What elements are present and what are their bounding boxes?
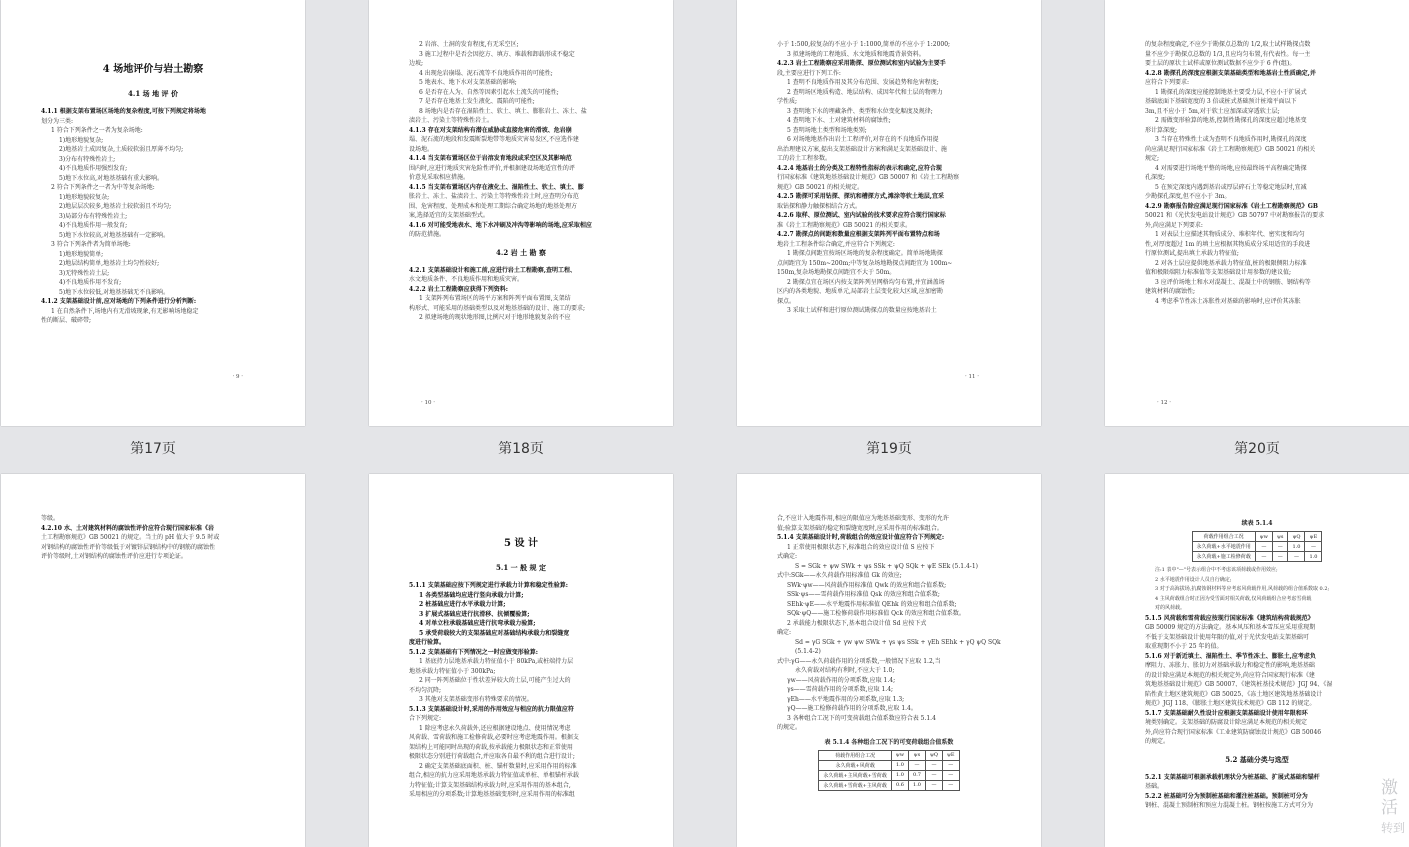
text-line: 1 符合下列条件之一者为复杂场地:: [51, 127, 143, 134]
text-line: γQ——施工检修荷载作用的分项系数,应取 1.4。: [787, 705, 917, 712]
text-line: 1 勘探点间距宜按场区场地的复杂程度确定。简单场地勘探: [787, 250, 943, 257]
text-line: 4)不良地质作用不发育;: [59, 279, 122, 286]
text-line: γEh——水平地震作用的分项系数,应取 1.3;: [787, 695, 905, 703]
text-line: 要土层的原状土试样或原位测试数据不应少于 6 件(组)。: [1145, 60, 1296, 67]
text-line: 5.1.2 支架基础有下列情况之一时应做变形验算:: [409, 648, 539, 656]
text-line: 4.2.8 勘探孔的深度应根据支架基础类型和地基岩土性质确定,并: [1145, 69, 1316, 77]
table-header-row: [1192, 532, 1322, 542]
text-line: 5 承受荷载较大的支架基础应对基础结构承载力和裂缝宽: [419, 629, 570, 637]
text-line: 确定:: [777, 629, 792, 636]
text-line: 3)分布有特殊性岩土;: [59, 155, 116, 163]
table-cell: 永久荷载+雪荷载+主风荷载: [819, 780, 891, 790]
text-line: 2 桩基础应进行水平承载力计算;: [419, 601, 506, 608]
text-line: 3 应评价场地土和水对混凝土、混凝土中的钢筋、钢结构等: [1155, 278, 1311, 286]
text-line: 2)地层结构简单,地基岩土均匀性较好;: [59, 260, 160, 267]
document-page-thumbnail[interactable]: [737, 474, 1041, 847]
text-line: 1 基底持力层地基承载力特征值小于 80kPa,或桩端持力层: [419, 658, 574, 665]
text-line: 4.1.4 当支架布置场区位于岩溶发育地段或采空区及其影响范: [409, 155, 572, 162]
text-line: 点间距宜为 150m~200m;中等复杂场地勘探点间距宜为 100m~: [777, 259, 953, 267]
text-line: 取钻探和静力触探相结合方式。: [777, 202, 862, 210]
text-line: 价意见采取相应措施。: [409, 174, 470, 181]
text-line: 5.1.1 支架基础应按下列规定进行承载力计算和稳定性验算:: [409, 582, 569, 589]
table-header-cell: ψw: [891, 750, 908, 760]
text-line: 设场地。: [409, 145, 434, 153]
text-line: 2 同一阵列基础位于性状差异较大的土层,可能产生过大的: [419, 677, 571, 684]
text-line: 6 对场地地基作出岩土工程评价,对存在的不良地质作用提: [787, 136, 939, 143]
text-line: 4.2.1 支架基础设计和施工前,应进行岩土工程勘察,查明工程、: [409, 266, 576, 274]
table-header-cell: ψw: [1255, 532, 1272, 542]
text-line: 钢桩、混凝土预制桩和预应力混凝土桩。钢桩按施工方式可分为: [1145, 802, 1314, 809]
text-line: 规范》JGJ 118、《膨胀土地区建筑技术规范》GB 112 的规定。: [1145, 700, 1316, 707]
text-line: GB 50009 规定的方法确定。基本风压和基本雪压应采用重现期: [1145, 624, 1316, 631]
text-line: 地基承载力特征值小于 300kPa;: [409, 667, 496, 675]
text-line: 学性质;: [777, 98, 798, 105]
table-note: 3 对于高海拔场,抗腐蚀钢材料等应考虑风荷载作用,风荷载的组合值系数取 0.2;: [1155, 586, 1330, 592]
table-row: [1192, 542, 1322, 552]
text-line: γs——雪荷载作用的分项系数,应取 1.4;: [787, 686, 894, 693]
text-line: 3)无特殊性岩土层;: [59, 269, 110, 277]
text-line: SEhk·ψE——水平地震作用标准值 QEhk 的效应和组合值系数;: [787, 600, 957, 608]
table-header-cell: 荷载作用组合工况: [1192, 532, 1255, 542]
text-line: 3 各种组合工况下的可变荷载组合值系数应符合表 5.1.4: [787, 714, 936, 722]
table-cell: 永久荷载+施工检修荷载: [1192, 552, 1255, 562]
table-header-cell: ψE: [1305, 532, 1322, 542]
text-line: 4.2.7 勘探点的间距和数量应根据支架阵列平面布置特点和场: [777, 231, 940, 238]
text-line: 外,尚应满足下列要求:: [1145, 221, 1203, 229]
table-cell: —: [925, 770, 942, 780]
text-line: 性,对厚度超过 1m 的填土应根据其物质成分采用适宜的手段进: [1145, 240, 1311, 248]
table-cell: —: [1288, 552, 1305, 562]
text-line: 式确定:: [777, 553, 798, 560]
text-line: 4.2.10 水、土对建筑材料的腐蚀性评价应符合现行国家标准《岩: [41, 524, 214, 532]
text-line: 5.1.6 对于新近填土、湿陷性土、季节性冻土、膨胀土,应考虑负: [1145, 652, 1316, 660]
table-header-cell: ψE: [943, 750, 960, 760]
text-line: 2 对各土层应提供地基承载力特征值,桩的极限侧阻力标准: [1155, 259, 1307, 267]
text-line: 筑地基基础设计规范》GB 50007、《建筑桩基技术规范》JGJ 94、《湿: [1145, 681, 1333, 688]
data-table: [1192, 531, 1323, 562]
text-line: 1 各类型基础均应进行竖向承载力计算;: [419, 591, 524, 599]
text-line: 4)不良地质作用一般发育;: [59, 222, 128, 229]
text-line: SQk·ψQ——施工检修荷载作用标准值 Qck 的效应和组合值系数。: [787, 610, 965, 617]
text-line: 少勘探孔深度,但不应小于 3m。: [1145, 193, 1231, 200]
text-line: 5)地下水位较低,对地基基础无不良影响。: [59, 288, 170, 296]
text-line: 评价等级时,土对钢结构的腐蚀性评价应进行专项论证。: [41, 553, 187, 560]
text-line: 取重现期不小于 25 年的值。: [1145, 643, 1223, 650]
page-number: · 10 ·: [421, 400, 435, 406]
text-line: 3 施工过程中是否会因挖方、填方、堆载和卸载形成不稳定: [419, 50, 575, 58]
text-line: 行国家标准《建筑地基基础设计规范》GB 50007 和《岩土工程勘察: [777, 174, 960, 181]
document-page-thumbnail[interactable]: [737, 0, 1041, 426]
text-line: 4.1.6 对可能受地表水、地下水冲刷及冲沟等影响的场地,应采取相应: [409, 221, 592, 229]
table-cell: 1.0: [909, 780, 926, 790]
text-line: 探点。: [777, 297, 796, 305]
page-number: · 12 ·: [1157, 400, 1171, 406]
text-line: 度进行验算。: [409, 639, 446, 646]
table-cell: 1.0: [891, 770, 908, 780]
table-note: 2 水平地震作用设计人员自行确定;: [1155, 576, 1232, 583]
text-line: 地岩土工程条件综合确定,并应符合下列规定:: [777, 240, 895, 248]
text-line: 1 勘探孔的深度应能控制地基主要受力层,不应小于扩展式: [1155, 88, 1307, 96]
text-line: Sd = γG SGk + γw ψw SWk + γs ψs SSk + γEh SEhk + γQ ψQ SQk: [795, 638, 1001, 646]
table-cell: —: [925, 760, 942, 770]
text-line: 6 是否存在人为、自然等因素引起水土流失的可能性;: [419, 88, 559, 96]
text-line: 3 当存在特殊性土或为查明不良地质作用时,勘探孔的深度: [1155, 136, 1307, 143]
text-line: 5 地表水、地下水对支架基础的影响;: [419, 79, 517, 86]
table-cell: 永久荷载+水平地震作用: [1192, 542, 1255, 552]
text-line: 摩阻力、冻胀力、胀切力对基础承载力和稳定性的影响,地基基础: [1145, 662, 1315, 669]
table-cell: —: [1255, 542, 1272, 552]
text-line: 孔深度;: [1145, 174, 1166, 181]
text-line: 5.2.1 支架基础可根据承载机理状分为桩基础、扩展式基础和锚杆: [1145, 773, 1320, 781]
text-line: 基础。: [1145, 783, 1164, 790]
text-line: 值和极限端阻力标准值等支架基础设计用参数的建议值;: [1145, 269, 1292, 276]
text-line: 外,尚应符合现行国家标准《工业建筑防腐蚀设计规范》GB 50046: [1145, 728, 1322, 736]
table-cell: 0.6: [891, 780, 908, 790]
text-line: 1 查明不良地质作用及其分布范围、发展趋势和危害程度;: [787, 79, 939, 86]
text-line: 2 确定支架基础底面积、桩、锚杆数量时,应采用作用的标准: [419, 762, 577, 770]
text-line: 构形式、可能采用的基础类型以及对地基基础的设计、施工的要求;: [409, 304, 586, 312]
page-caption[interactable]: 第19页: [866, 441, 912, 457]
text-line: 4 查明地下水、土对建筑材料的腐蚀性;: [787, 117, 891, 124]
text-line: 2 岩溶、土洞的发育程度,有无采空区;: [419, 41, 519, 48]
document-page-thumbnail[interactable]: [1105, 474, 1409, 847]
text-line: 1 在自然条件下,场地内有无滑坡现象,有无影响场地稳定: [51, 307, 199, 315]
text-line: 区内的各类地貌、地质单元,局部岩土层变化较大区域,应加密勘: [777, 288, 943, 295]
text-line: 4.2.9 勘察报告除应满足现行国家标准《岩土工程勘察规范》GB: [1145, 202, 1318, 210]
text-line: 式中:SGk——永久荷载作用标准值 Gk 的效应;: [777, 572, 902, 579]
table-header-cell: ψQ: [1288, 532, 1305, 542]
text-line: 的设计除应满足本规范的相关规定外,尚应符合国家现行标准《建: [1145, 671, 1315, 679]
text-line: 4.2.6 取样、原位测试、室内试验的技术要求应符合现行国家标: [777, 212, 946, 219]
table-title: 表 5.1.4 各种组合工况下的可变荷载组合值系数: [824, 738, 954, 746]
text-line: (5.1.4-2): [795, 648, 821, 655]
text-line: 5 查明场地土类型和场地类别;: [787, 126, 867, 134]
text-line: 3 其他对支架基础变形有特殊要求的情况。: [419, 696, 533, 703]
table-cell: 0.7: [909, 770, 926, 780]
text-line: 永久荷载对结构有利时,不应大于 1.0;: [795, 667, 895, 674]
document-page-thumbnail[interactable]: [1, 0, 305, 426]
table-cell: 永久荷载+主风荷载+雪荷载: [819, 770, 891, 780]
text-line: 50021 和《光伏发电站设计规范》GB 50797 中对勘察报告的要求: [1145, 212, 1325, 219]
table-cell: 1.0: [1288, 542, 1305, 552]
table-cell: —: [1305, 542, 1322, 552]
text-line: 行原位测试,提出填土承载力特征值;: [1145, 250, 1239, 257]
table-cell: 1.0: [891, 760, 908, 770]
activation-watermark: [1381, 778, 1409, 838]
text-line: 1 正常使用极限状态下,标准组合的效应设计值 S 应按下: [787, 543, 935, 551]
text-line: 案,选择适宜的支架基础型式。: [409, 212, 489, 219]
table-header-cell: ψs: [909, 750, 926, 760]
text-line: 对钢结构的腐蚀性评价等级低于对镀锌层钢结构中的钢筋的腐蚀性: [41, 543, 216, 551]
text-line: 的规定。: [777, 724, 802, 731]
text-line: 2 需做变形验算的地基,控制性勘探孔的深度应超过地基变: [1155, 117, 1307, 124]
table-header-cell: 荷载作用组合工况: [819, 750, 891, 760]
text-line: 4.1.1 根据支架布置场区场地的复杂程度,可按下列规定将场地: [41, 108, 206, 115]
page-caption[interactable]: 第20页: [1234, 441, 1280, 457]
page-number: · 9 ·: [232, 374, 243, 380]
text-line: 合,不应计入地震作用,相应的限值应为地基基础变形、变形的允许: [777, 515, 949, 522]
text-line: 渍岩土、污染土等特殊性岩土。: [409, 117, 494, 124]
text-line: 尚应满足现行国家标准《岩土工程勘察规范》GB 50021 的相关: [1145, 145, 1316, 153]
text-line: 力特征值;计算支架基础结构承载力时,应采用作用的基本组合,: [409, 781, 571, 789]
text-line: 5.1.4 支架基础设计时,荷载组合的效应设计值应符合下列规定:: [777, 534, 945, 541]
text-line: 4.2.2 岩土工程勘察应获得下列资料:: [409, 285, 509, 293]
text-line: 5.1.5 风荷载和雪荷载应按现行国家标准《建筑结构荷载规范》: [1145, 614, 1314, 622]
text-line: 4.2.4 地基岩土的分类及工程特性指标的表示和确定,应符合现: [777, 164, 942, 172]
text-line: 1)地形地貌简单;: [59, 250, 104, 258]
text-line: 3 符合下列条件者为简单场地:: [51, 241, 131, 248]
chapter-heading: 5 设 计: [504, 538, 538, 549]
text-line: 2 勘探点宜在场区内按支架阵列呈网格均匀布置,并宜涵盖场: [787, 278, 945, 286]
text-line: γw——风荷载作用的分项系数,应取 1.4;: [787, 676, 896, 684]
text-line: 2 符合下列条件之一者为中等复杂场地:: [51, 184, 155, 191]
text-line: 1 对表层土应描述其物质成分、堆积年代、密实度和均匀: [1155, 231, 1305, 238]
text-line: 4.1.5 当支架布置场区内存在液化土、湿陷性土、软土、填土、膨: [409, 183, 584, 191]
text-line: 2)地基岩土成因复杂,土质较软弱且厚薄不均匀;: [59, 146, 184, 153]
text-line: 建筑材料的腐蚀性;: [1145, 288, 1196, 295]
table-row: [1192, 552, 1322, 562]
table-cell: 1.0: [1305, 552, 1322, 562]
table-row: [819, 770, 959, 780]
text-line: 规定;: [1145, 155, 1160, 162]
text-line: 围内时,应进行地质灾害危险性评价,并根据建设场地适宜性的评: [409, 164, 575, 172]
table-cell: —: [909, 760, 926, 770]
page-caption[interactable]: 第17页: [130, 441, 176, 457]
data-table: [818, 750, 959, 791]
watermark-line-2: 转到: [1381, 821, 1406, 835]
text-line: 1 除应考虑永久荷载外,还应根据建设地点、使用情况考虑: [419, 724, 571, 732]
text-line: 值;验算支架基础的稳定和裂缝宽度时,应采用作用的标准组合。: [777, 524, 943, 532]
text-line: 4.2.5 勘探可采用钻探、探坑和槽探方式,滩涂等软土地层,宜采: [777, 193, 944, 200]
document-page-thumbnail[interactable]: [1105, 0, 1409, 426]
text-line: 小于 1:500,较复杂的不应小于 1:1000,简单的不应小于 1:2000;: [777, 41, 951, 48]
text-line: 式中:γG——永久荷载作用的分项系数,一般情况下应取 1.2,当: [777, 657, 941, 665]
text-line: 3)局部分布有特殊性岩土;: [59, 212, 128, 220]
text-line: 2 承载能力极限状态下,基本组合设计值 Sd 应按下式: [787, 619, 927, 627]
text-line: 5.1.3 支架基础设计时,采用的作用效应与相应的抗力限值应符: [409, 705, 574, 713]
table-title: 续表 5.1.4: [1241, 520, 1273, 527]
text-line: 4 对需要进行场地平整的场地,应按最终场平高程确定勘探: [1155, 164, 1307, 172]
text-line: 150m,复杂场地勘探点间距宜不大于 50m。: [777, 269, 896, 276]
watermark-line-1: 激活: [1381, 778, 1398, 818]
text-line: 合下列规定:: [409, 715, 442, 722]
text-line: 架结构上可能同时出现的荷载,按承载能力极限状态和正常使用: [409, 743, 573, 751]
text-line: 风荷载、雪荷载和施工检修荷载,必要时应考虑地震作用。根据支: [409, 734, 579, 741]
text-line: 5 在预定深度内遇到基岩或厚层碎石土等稳定地层时,宜减: [1155, 183, 1307, 191]
chapter-heading: 4 场地评价与岩土勘察: [102, 64, 204, 75]
text-line: 水文地质条件、不良地质作用和地质灾害。: [409, 276, 524, 283]
text-line: 4)不良地质作用强烈发育;: [59, 165, 128, 172]
text-line: 4 对单立柱承载基础应进行抗弯承载力验算;: [419, 620, 536, 627]
text-line: SWk·ψw——风荷载作用标准值 Qwk 的效应和组合值系数;: [787, 581, 947, 589]
table-note: 4 主风荷载组合时正因为受雪面对相关荷载,仅风荷载组合应考虑雪荷载: [1155, 595, 1312, 602]
text-line: 段,主要应进行下列工作:: [777, 69, 841, 77]
table-cell: —: [943, 760, 960, 770]
section-heading: 5.2 基础分类与选型: [1225, 754, 1289, 764]
text-line: 工的岩土工程参数。: [777, 155, 832, 162]
page-number: · 11 ·: [965, 374, 979, 380]
table-header-cell: ψs: [1272, 532, 1288, 542]
text-line: 5)地下水位较高,对地基基础有一定影响。: [59, 231, 170, 239]
text-line: 应符合下列要求:: [1145, 79, 1190, 86]
text-line: 边坡;: [409, 60, 424, 67]
text-line: 4 出现危岩崩塌、泥石流等不良地质作用的可能性;: [419, 69, 553, 77]
text-line: 划分为三类:: [41, 117, 74, 125]
table-cell: 永久荷载+风荷载: [819, 760, 891, 770]
text-line: 土工程勘察规范》GB 50021 的规定。当土的 pH 值大于 9.5 时或: [41, 534, 220, 541]
section-heading: 5.1 一 般 规 定: [496, 563, 546, 572]
document-page-thumbnail[interactable]: [369, 474, 673, 847]
text-line: 5.1.7 支架基础耐久性设计应根据支架基础设计使用年限和环: [1145, 709, 1308, 717]
document-page-thumbnail[interactable]: [369, 0, 673, 426]
text-line: 7 是否存在地基土发生液化、震陷的可能性;: [419, 98, 535, 105]
section-heading: 4.2 岩 土 勘 察: [496, 247, 546, 257]
table-cell: —: [943, 780, 960, 790]
text-line: 不低于支架基础设计使用年限的值,对于光伏发电站支架基础可: [1145, 633, 1309, 641]
page-caption[interactable]: 第18页: [498, 441, 544, 457]
document-page-thumbnail[interactable]: [1, 474, 305, 847]
table-cell: —: [1272, 552, 1288, 562]
text-line: 3 扩展式基础应进行抗滑移、抗倾覆验算;: [419, 610, 530, 618]
text-line: 4.1.3 存在对支架结构有潜在威胁或直接危害的滑坡、危岩崩: [409, 126, 572, 134]
text-line: 境类别确定。支架基础的防腐设计除应满足本规范的相关规定: [1145, 719, 1308, 726]
text-line: 量不应少于勘探点总数的 1/3,且应均匀布置,有代表性。每一主: [1145, 50, 1311, 58]
text-line: 4 考虑季节性冻土冻胀性对基础的影响时,应评价其冻胀: [1155, 297, 1301, 305]
text-line: 准《岩土工程勘察规范》GB 50021 的相关要求。: [777, 221, 912, 229]
text-line: 3 拟建场地的工程地质、水文地质和地震背景资料。: [787, 50, 925, 58]
text-line: 3 查明地下水的埋藏条件、类型和水位变化幅度及规律;: [787, 107, 933, 115]
text-line: 4.2.3 岩土工程勘察应采用勘探、原位测试和室内试验为主要手: [777, 60, 946, 67]
text-line: 不均匀沉降;: [409, 686, 442, 694]
text-line: 出治理建议方案,提出支架基础设计方案和满足支架基础设计、施: [777, 145, 947, 153]
table-cell: —: [1255, 552, 1272, 562]
text-line: 1)地形地貌较复杂;: [59, 193, 110, 201]
table-note: 注:1 表中"—"号表示组合中不考虑该项荷载或作用效应;: [1155, 567, 1278, 573]
text-line: 性的断层、破碎带;: [41, 317, 92, 324]
table-cell: —: [925, 780, 942, 790]
table-note: 对的风荷载。: [1155, 605, 1186, 611]
table-row: [819, 780, 959, 790]
text-line: 2 拟建场地的现状地形图,比例尺对于地形地貌复杂的不应: [419, 314, 571, 321]
text-line: 3 采取土试样和进行原位测试勘探点的数量应按地基岩土: [787, 307, 937, 314]
text-line: 胀岩土、冻土、盐渍岩土、污染土等特殊性岩土时,应查明分布范: [409, 193, 579, 200]
text-line: 形计算深度;: [1145, 126, 1178, 134]
text-line: 围、危害程度、处理成本和处理工期综合确定场地的地基处理方: [409, 202, 578, 210]
table-row: [819, 760, 959, 770]
text-line: 极限状态分别进行荷载组合,并应取各自最不利的组合进行设计;: [409, 753, 575, 760]
section-heading: 4.1 场 地 评 价: [128, 89, 178, 98]
text-line: 5.2.2 桩基础可分为预制桩基础和灌注桩基础。预制桩可分为: [1145, 792, 1308, 800]
text-line: S = SGk + ψw SWk + ψs SSk + ψQ SQk + ψE SEk (5.1.4-1): [795, 562, 978, 570]
text-line: 基础底面下基础宽度的 3 倍或桩式基础预计桩端平面以下: [1145, 98, 1297, 105]
text-line: 1)地形地貌复杂;: [59, 136, 104, 144]
text-line: 的复杂程度确定,不应少于勘探点总数的 1/2,取土试样勘探点数: [1145, 41, 1311, 48]
table-header-row: [819, 750, 959, 760]
text-line: SSk·ψs——雪荷载作用标准值 Qsk 的效应和组合值系数;: [787, 591, 940, 598]
text-line: 的防范措施。: [409, 231, 446, 238]
table-cell: —: [1272, 542, 1288, 552]
text-line: 4.1.2 支架基础设计前,应对场地的下列条件进行分析判断:: [41, 298, 197, 305]
table-header-cell: ψQ: [925, 750, 942, 760]
text-line: 陷性黄土地区建筑规范》GB 50025、《冻土地区建筑地基基础设计: [1145, 690, 1323, 698]
table-cell: —: [943, 770, 960, 780]
text-line: 2)地层层次较多,地基岩土较软弱且不均匀;: [59, 203, 172, 210]
text-line: 3m,且不应小于 5m,对于软土应加深或穿透软土层;: [1145, 107, 1280, 115]
text-line: 5)地下水位高,对地基基础有重大影响。: [59, 174, 164, 182]
text-line: 的规定。: [1145, 738, 1170, 745]
text-line: 组合,相应的抗力应采用地基承载力特征值或单桩、单根锚杆承载: [409, 772, 579, 779]
text-line: 2 查明场区地质构造、地层结构、成因年代和土层的物理力: [787, 88, 943, 96]
text-line: 采用相应的分项系数;计算地基基础变形时,应采用作用的标准组: [409, 791, 575, 798]
text-line: 1 支架阵列布置场区的场平方案和阵列平面布置图,支架结: [419, 295, 571, 302]
text-line: 8 场地内是否存在湿陷性土、软土、填土、膨胀岩土、冻土、盐: [419, 107, 587, 115]
text-line: 等级。: [41, 515, 60, 522]
text-line: 规范》GB 50021 的相关规定。: [777, 183, 864, 191]
text-line: 塌、泥石流的地段和发震断裂地带等地质灾害易发区,不应选作建: [409, 136, 579, 143]
